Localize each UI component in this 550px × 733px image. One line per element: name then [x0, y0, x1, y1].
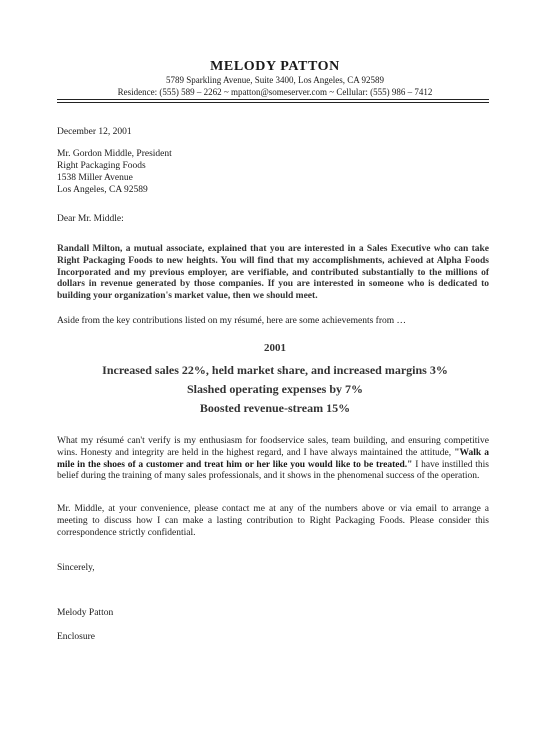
- quoted-motto: "Walk a mile in the shoes of a customer and treat him or her like you would like to be treated.": [57, 447, 489, 470]
- achievement-item: Slashed operating expenses by 7%: [186, 382, 364, 396]
- recipient-line: Los Angeles, CA 92589: [57, 185, 148, 195]
- recipient-line: Right Packaging Foods: [57, 161, 146, 171]
- sender-name: MELODY PATTON: [210, 59, 340, 74]
- enclosure-note: Enclosure: [57, 632, 95, 642]
- signature-name: Melody Patton: [57, 608, 114, 618]
- sender-address: 5789 Sparkling Avenue, Suite 3400, Los Angeles, CA 92589: [165, 75, 385, 85]
- header-rule: [57, 99, 489, 100]
- achievement-item: Increased sales 22%, held market share, and increased margins 3%: [102, 363, 448, 377]
- header-rule-thin: [57, 102, 489, 103]
- sender-contact: Residence: (555) 589 – 2262 ~ mpatton@someserver.com ~ Cellular: (555) 986 – 7412: [117, 87, 433, 97]
- paragraph-text: What my résumé can't verify is my enthusiasm for foodservice sales, team building, and ensuring competitive wins. Honesty and integrity are held in the highest regard, and I have always maintained the attitude,: [57, 436, 489, 458]
- contact-paragraph: Mr. Middle, at your convenience, please contact me at any of the numbers above or via email to arrange a meeting to discuss how I can make a lasting contribution to Right Packaging Foods. Please consider this correspondence strictly confidential.: [57, 504, 489, 538]
- letter-date: December 12, 2001: [57, 127, 132, 137]
- recipient-line: 1538 Miller Avenue: [57, 173, 133, 183]
- paragraph-text: I have instilled this belief during the training of many sales professionals, and it shows in the phenomenal success of the operation.: [57, 459, 489, 482]
- salutation: Dear Mr. Middle:: [57, 214, 124, 224]
- recipient-line: Mr. Gordon Middle, President: [57, 149, 172, 159]
- intro-paragraph: Randall Milton, a mutual associate, explained that you are interested in a Sales Executive who can take Right Packaging Foods to new heights. You will find that my accomplishments, achieved at Alpha Foods Incorporated and my previous employer, are verifiable, and contributed substantially to the millions of dollars in revenue generated by those companies. If you are interested in someone who is dedicated to building your organization's market value, then we should meet.: [57, 244, 489, 302]
- enthusiasm-paragraph: [57, 436, 489, 483]
- achievements-year: 2001: [264, 342, 286, 354]
- achievement-item: Boosted revenue-stream 15%: [199, 401, 351, 415]
- achievements-intro: Aside from the key contributions listed on my résumé, here are some achievements from …: [57, 316, 407, 326]
- closing: Sincerely,: [57, 563, 95, 573]
